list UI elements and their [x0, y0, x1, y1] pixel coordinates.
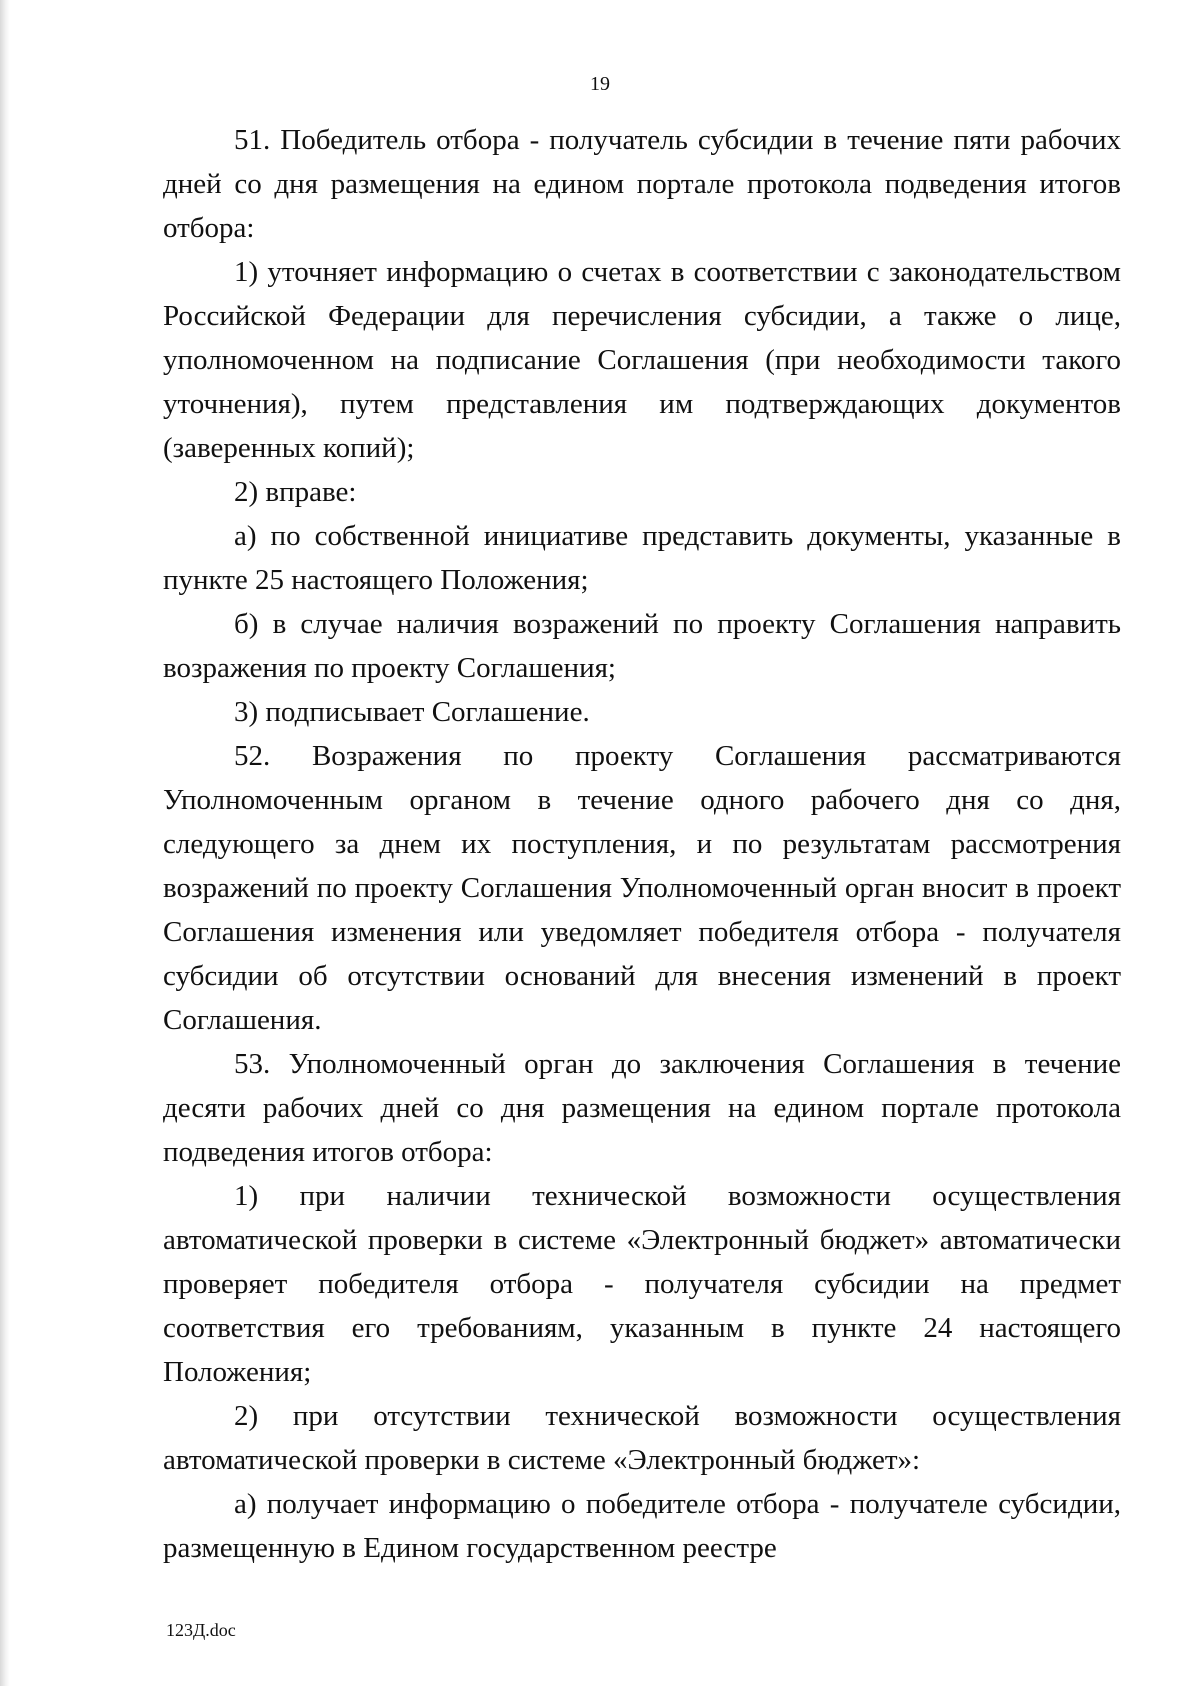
paragraph-51-item-2: 2) вправе:	[234, 476, 357, 508]
paragraph-53: 53. Уполномоченный орган до заключения Соглашения в течение десяти рабочих дней со дня размещения на едином портале протокола подведения итогов отбора:	[163, 1048, 1121, 1168]
paragraph-53-item-2: 2) при отсутствии технической возможности осуществления автоматической проверки в системе «Электронный бюджет»:	[163, 1400, 1121, 1476]
paragraph-51-item-3: 3) подписывает Соглашение.	[234, 696, 590, 728]
scan-edge	[0, 0, 10, 1686]
paragraph-53-item-1: 1) при наличии технической возможности осуществления автоматической проверки в системе «Электронный бюджет» автоматически проверяет победителя отбора - получателя субсидии на предмет соответствия его требованиям, указанным в пункте 24 настоящего Положения;	[163, 1180, 1121, 1388]
document-body	[163, 118, 1121, 1570]
page-number: 19	[590, 73, 610, 95]
paragraph-53-item-2a: а) получает информацию о победителе отбора - получателе субсидии, размещенную в Едином государственном реестре	[163, 1488, 1121, 1564]
footer-filename: 123Д.doc	[166, 1620, 236, 1640]
paragraph-51-item-1: 1) уточняет информацию о счетах в соответствии с законодательством Российской Федерации для перечисления субсидии, а также о лице, уполномоченном на подписание Соглашения (при необходимости такого уточнения), путем представления им подтверждающих документов (заверенных копий);	[163, 256, 1121, 464]
paragraph-51: 51. Победитель отбора - получатель субсидии в течение пяти рабочих дней со дня размещения на едином портале протокола подведения итогов отбора:	[163, 124, 1121, 244]
paragraph-51-item-2a: а) по собственной инициативе представить документы, указанные в пункте 25 настоящего Положения;	[163, 520, 1121, 596]
paragraph-51-item-2b: б) в случае наличия возражений по проекту Соглашения направить возражения по проекту Соглашения;	[163, 608, 1121, 684]
paragraph-52: 52. Возражения по проекту Соглашения рассматриваются Уполномоченным органом в течение одного рабочего дня со дня, следующего за днем их поступления, и по результатам рассмотрения возражений по проекту Соглашения Уполномоченный орган вносит в проект Соглашения изменения или уведомляет победителя отбора - получателя субсидии об отсутствии оснований для внесения изменений в проект Соглашения.	[163, 740, 1121, 1036]
